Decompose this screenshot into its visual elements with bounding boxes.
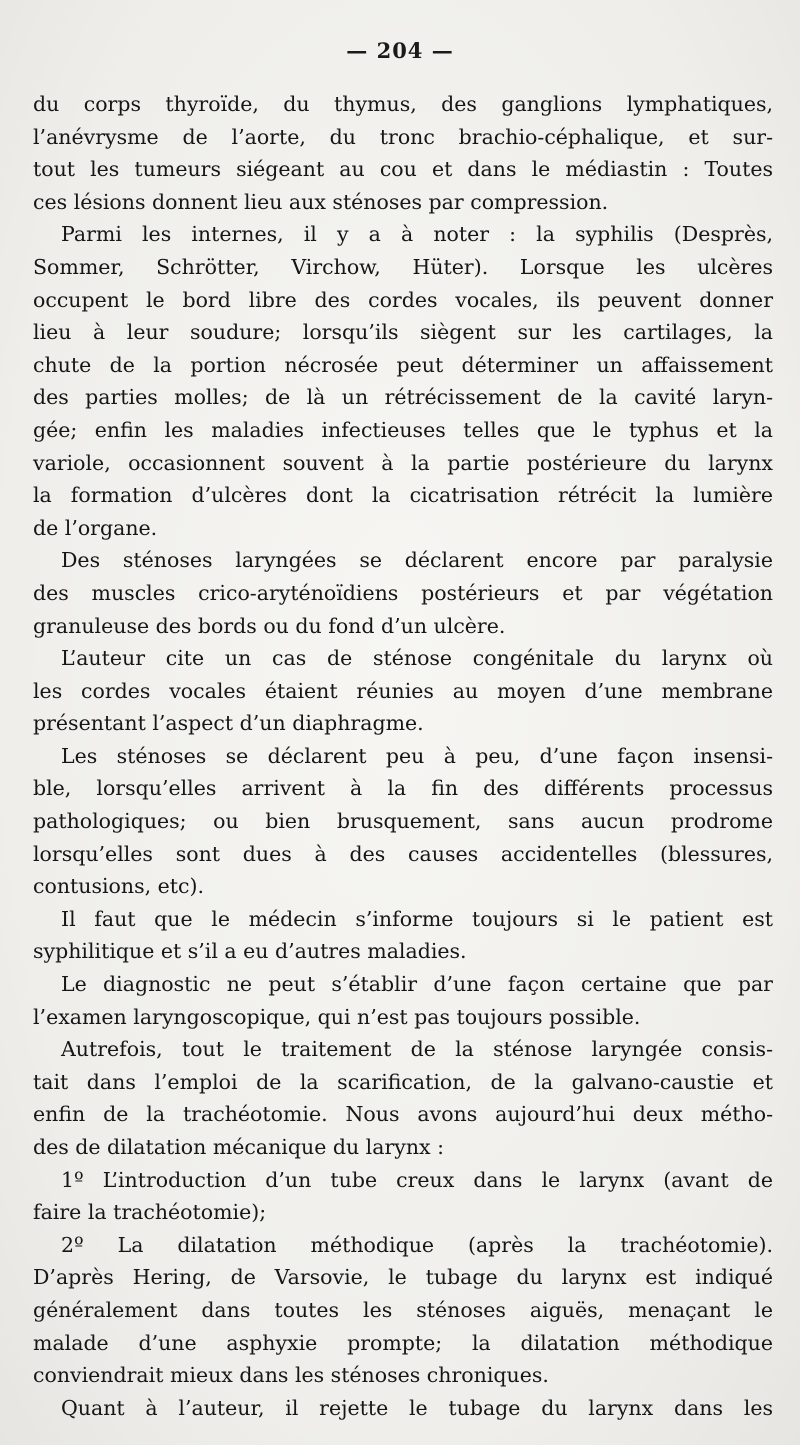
text-line: Il faut que le médecin s’informe toujours si le patient est	[61, 906, 773, 931]
text-line: 1º L’introduction d’un tube creux dans le larynx (avant de	[61, 1167, 773, 1192]
text-line: occupent le bord libre des cordes vocales, ils peuvent donner	[33, 287, 773, 312]
text-line: tait dans l’emploi de la scarification, de la galvano-caustie et	[33, 1069, 773, 1094]
text-line: variole, occasionnent souvent à la partie postérieure du larynx	[33, 450, 773, 475]
text-line: Parmi les internes, il y a à noter : la syphilis (Desprès,	[61, 222, 773, 247]
text-line: des de dilatation mécanique du larynx :	[33, 1135, 445, 1159]
text-line: les cordes vocales étaient réunies au moyen d’une membrane	[33, 678, 773, 703]
page-number: — 204 —	[346, 38, 454, 63]
text-line: généralement dans toutes les sténoses aiguës, menaçant le	[33, 1297, 773, 1322]
text-line: pathologiques; ou bien brusquement, sans aucun prodrome	[33, 809, 773, 834]
text-line: 2º La dilatation méthodique (après la trachéotomie).	[61, 1232, 773, 1257]
text-line: tout les tumeurs siégeant au cou et dans le médiastin : Toutes	[33, 157, 773, 182]
text-line: de l’organe.	[33, 515, 158, 540]
text-line: Le diagnostic ne peut s’établir d’une façon certaine que par	[61, 972, 773, 997]
text-line: Sommer, Schrötter, Virchow, Hüter). Lorsque les ulcères	[33, 254, 773, 279]
text-line: D’après Hering, de Varsovie, le tubage du larynx est indiqué	[33, 1265, 773, 1290]
text-line: L’auteur cite un cas de sténose congénitale du larynx où	[61, 646, 773, 671]
text-line: des muscles crico-aryténoïdiens postérieurs et par végétation	[33, 580, 773, 605]
text-line: faire la trachéotomie);	[33, 1200, 267, 1225]
text-line: granuleuse des bords ou du fond d’un ulcère.	[33, 613, 506, 638]
text-line: contusions, etc).	[33, 874, 205, 899]
text-line: l’anévrysme de l’aorte, du tronc brachio-céphalique, et sur-	[33, 124, 773, 149]
text-line: gée; enfin les maladies infectieuses telles que le typhus et la	[33, 417, 773, 442]
text-line: des parties molles; de là un rétrécissement de la cavité laryn-	[33, 385, 773, 410]
text-line: malade d’une asphyxie prompte; la dilatation méthodique	[33, 1330, 773, 1355]
text-line: l’examen laryngoscopique, qui n’est pas toujours possible.	[33, 1004, 641, 1029]
body-text	[33, 88, 773, 1424]
text-line: lorsqu’elles sont dues à des causes accidentelles (blessures,	[33, 841, 773, 866]
text-line: ces lésions donnent lieu aux sténoses par compression.	[33, 189, 609, 214]
text-line: Autrefois, tout le traitement de la sténose laryngée consis-	[61, 1037, 773, 1062]
text-line: Des sténoses laryngées se déclarent encore par paralysie	[61, 548, 773, 573]
text-line: Les sténoses se déclarent peu à peu, d’une façon insensi-	[61, 743, 773, 768]
text-line: chute de la portion nécrosée peut déterminer un affaissement	[33, 352, 773, 377]
text-line: Quant à l’auteur, il rejette le tubage du larynx dans les	[61, 1395, 773, 1420]
text-line: présentant l’aspect d’un diaphragme.	[33, 711, 424, 736]
text-line: enfin de la trachéotomie. Nous avons aujourd’hui deux métho-	[33, 1102, 773, 1127]
text-line: conviendrait mieux dans les sténoses chroniques.	[33, 1363, 549, 1388]
text-line: du corps thyroïde, du thymus, des ganglions lymphatiques,	[33, 92, 773, 116]
text-line: syphilitique et s’il a eu d’autres maladies.	[33, 939, 467, 964]
text-line: lieu à leur soudure; lorsqu’ils siègent sur les cartilages, la	[33, 320, 773, 345]
text-line: ble, lorsqu’elles arrivent à la fin des différents processus	[33, 776, 773, 801]
text-line: la formation d’ulcères dont la cicatrisation rétrécit la lumière	[33, 483, 773, 508]
